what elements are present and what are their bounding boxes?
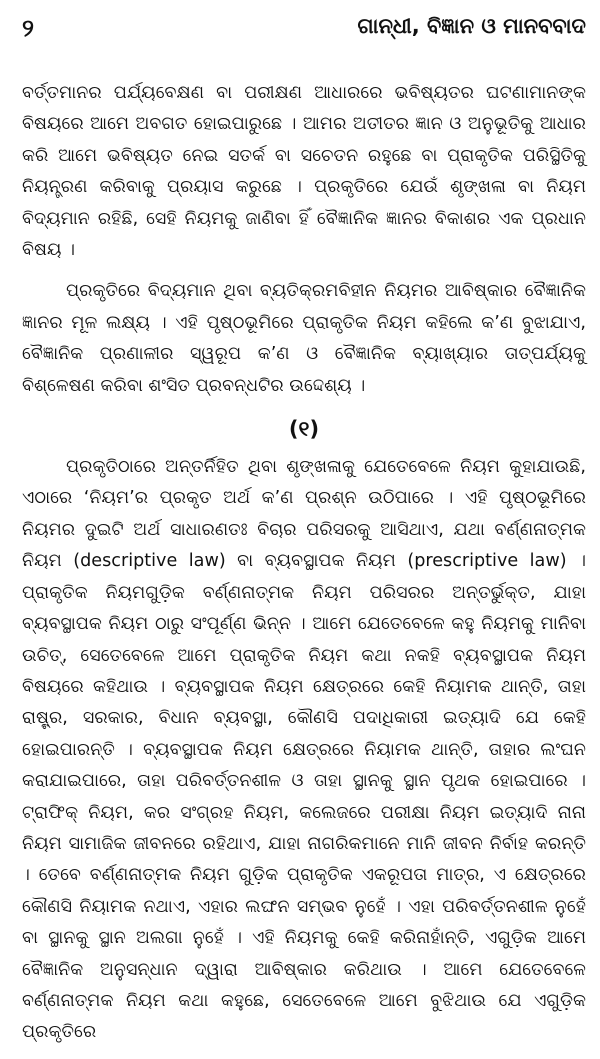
paragraph-3: ପ୍ରକୃତିଠାରେ ଅନ୍ତର୍ନିହିତ ଥିବା ଶୃଙ୍ଖଳାକୁ ଯେତେବେଳେ ନିୟମ କୁହାଯାଉଛି, ଏଠାରେ ‘ନିୟମ’ର ପ୍ରକୃତ ଅର୍ଥ କ’ଣ ପ୍ରଶ୍ନ ଉଠିପାରେ । ଏହି ପୃଷ୍ଠଭୂମିରେ ନିୟମର ଦୁଇଟି ଅର୍ଥ ସାଧାରଣତଃ ବିଚାର ପରିସରକୁ ଆସିଥାଏ, ଯଥା ବର୍ଣ୍ଣନାତ୍ମକ ନିୟମ (descriptive law) ବା ବ୍ୟବସ୍ଥାପକ ନିୟମ (prescriptive law) । ପ୍ରାକୃତିକ ନିୟମଗୁଡ଼ିକ ବର୍ଣ୍ଣନାତ୍ମକ ନିୟମ ପରିସରର ଅନ୍ତର୍ଭୁକ୍ତ, ଯାହା ବ୍ୟବସ୍ଥାପକ ନିୟମ ଠାରୁ ସଂପୂର୍ଣ୍ଣ ଭିନ୍ନ । ଆମେ ଯେତେବେଳେ କହୁ ନିୟମକୁ ମାନିବା ଉଚିତ୍, ସେତେବେଳେ ଆମେ ପ୍ରାକୃତିକ ନିୟମ କଥା ନକହି ବ୍ୟବସ୍ଥାପକ ନିୟମ ବିଷୟରେ କହିଥାଉ । ବ୍ୟବସ୍ଥାପକ ନିୟମ କ୍ଷେତ୍ରରେ କେହି ନିୟାମକ ଥାନ୍ତି, ତାହା ରାଷ୍ଟ୍ର, ସରକାର, ବିଧାନ ବ୍ୟବସ୍ଥା, କୌଣସି ପଦାଧିକାରୀ ଇତ୍ୟାଦି ଯେ କେହି ହୋଇପାରନ୍ତି । ବ୍ୟବସ୍ଥାପକ ନିୟମ କ୍ଷେତ୍ରରେ ନିୟାମକ ଥାନ୍ତି, ତାହାର ଲଂଘନ କରାଯାଇପାରେ, ତାହା ପରିବର୍ତ୍ତନଶୀଳ ଓ ତାହା ସ୍ଥାନକୁ ସ୍ଥାନ ପୃଥକ ହୋଇପାରେ । ଟ୍ରାଫିକ୍ ନିୟମ, କର ସଂଗ୍ରହ ନିୟମ, କଲେଜରେ ପରୀକ୍ଷା ନିୟମ ଇତ୍ୟାଦି ନାନା ନିୟମ ସାମାଜିକ ଜୀବନରେ ରହିଥାଏ, ଯାହା ନାଗରିକମାନେ ମାନି ଜୀବନ ନିର୍ବାହ କରନ୍ତି । ତେବେ ବର୍ଣ୍ଣନାତ୍ମକ ନିୟମ ଗୁଡ଼ିକ ପ୍ରାକୃତିକ ଏକରୂପତା ମାତ୍ର, ଏ କ୍ଷେତ୍ରରେ କୌଣସି ନିୟାମକ ନଥାଏ, ଏହାର ଲଙ୍ଘନ ସମ୍ଭବ ନୁହେଁ । ଏହା ପରିବର୍ତ୍ତନଶୀଳ ନୁହେଁ ବା ସ୍ଥାନକୁ ସ୍ଥାନ ଅଲଗା ନୁହେଁ । ଏହି ନିୟମକୁ କେହି କରିନାହାଁନ୍ତି, ଏଗୁଡ଼ିକ ଆମେ ବୈଜ୍ଞାନିକ ଅନୁସନ୍ଧାନ ଦ୍ୱାରା ଆବିଷ୍କାର କରିଥାଉ । ଆମେ ଯେତେବେଳେ ବର୍ଣ୍ଣନାତ୍ମକ ନିୟମ କଥା କହୁଛେ, ସେତେବେଳେ ଆମେ ବୁଝିଥାଉ ଯେ ଏଗୁଡ଼ିକ ପ୍ରକୃତିରେ <box>22 457 586 1043</box>
paragraph-2: ପ୍ରକୃତିରେ ବିଦ୍ୟମାନ ଥିବା ବ୍ୟତିକ୍ରମବିହୀନ ନିୟମର ଆବିଷ୍କାର ବୈଜ୍ଞାନିକ ଜ୍ଞାନର ମୂଳ ଲକ୍ଷ୍ୟ । ଏହି ପୃଷ୍ଠଭୂମିରେ ପ୍ରାକୃତିକ ନିୟମ କହିଲେ କ’ଣ ବୁଝାଯାଏ, ବୈଜ୍ଞାନିକ ପ୍ରଣାଳୀର ସ୍ୱରୂପ କ’ଣ ଓ ବୈଜ୍ଞାନିକ ବ୍ୟାଖ୍ୟାର ତାତ୍ପର୍ଯ୍ୟକୁ ବିଶ୍ଳେଷଣ କରିବା ଶଂସିତ ପ୍ରବନ୍ଧଟିର ଉଦ୍ଦେଶ୍ୟ । <box>22 281 586 396</box>
running-title: ଗାନ୍ଧୀ, ବିଜ୍ଞାନ ଓ ମାନବବାଦ <box>357 14 586 38</box>
section-heading: (୧) <box>288 417 320 442</box>
body-text <box>22 78 586 1059</box>
page-header <box>22 6 586 54</box>
paragraph-1: ବର୍ତ୍ତମାନର ପର୍ଯ୍ୟବେକ୍ଷଣ ବା ପରୀକ୍ଷଣ ଆଧାରରେ ଭବିଷ୍ୟତର ଘଟଣାମାନଙ୍କ ବିଷୟରେ ଆମେ ଅବଗତ ହୋଇପାରୁଛେ । ଆମର ଅତୀତର ଜ୍ଞାନ ଓ ଅନୁଭୂତିକୁ ଆଧାର କରି ଆମେ ଭବିଷ୍ୟତ ନେଇ ସତର୍କ ବା ସଚେତନ ରହୁଛେ ବା ପ୍ରାକୃତିକ ପରିସ୍ଥିତିକୁ ନିୟନ୍ତ୍ରଣ କରିବାକୁ ପ୍ରୟାସ କରୁଛେ । ପ୍ରକୃତିରେ ଯେଉଁ ଶୃଙ୍ଖଳା ବା ନିୟମ ବିଦ୍ୟମାନ ରହିଛି, ସେହି ନିୟମକୁ ଜାଣିବା ହିଁ ବୈଜ୍ଞାନିକ ଜ୍ଞାନର ବିକାଶର ଏକ ପ୍ରଧାନ ବିଷୟ । <box>22 83 586 261</box>
page-number: ୨ <box>22 14 34 42</box>
